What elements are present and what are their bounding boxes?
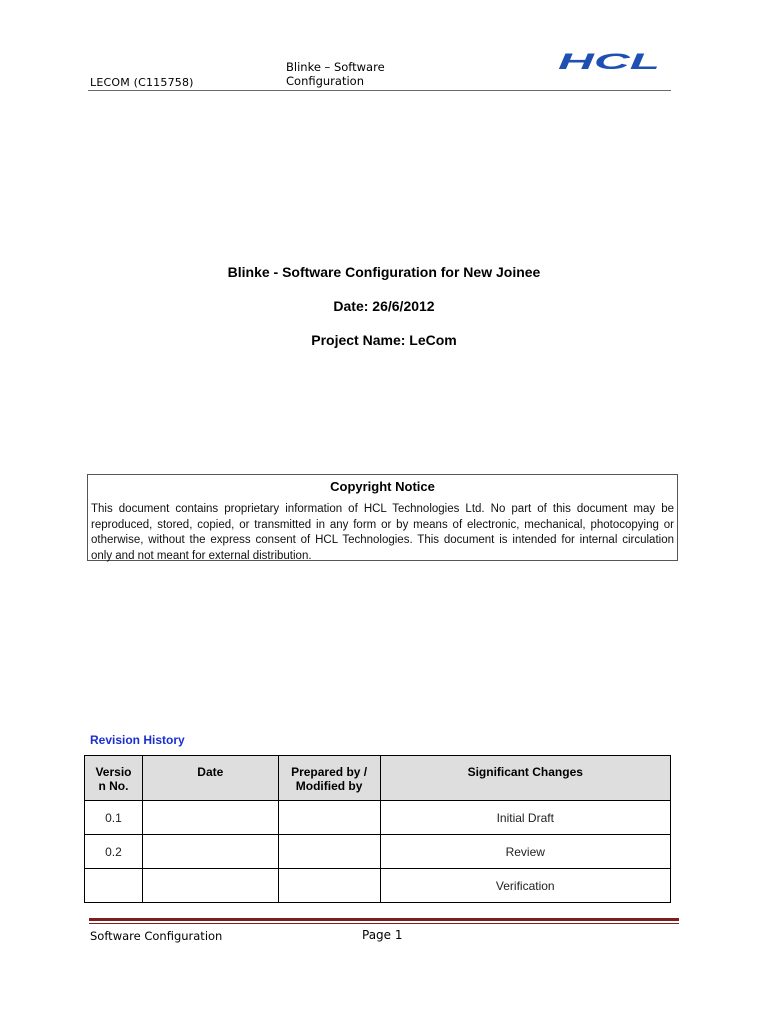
header-doc-code: LECOM (C115758) — [90, 76, 194, 89]
header-doc-title-line1: Blinke – Software — [286, 60, 385, 74]
cell-date — [142, 801, 278, 835]
table-row — [85, 869, 671, 903]
hcl-logo-text: HCL — [558, 50, 660, 72]
cell-date — [142, 869, 278, 903]
column-header-prepared-by: Prepared by / Modified by — [278, 756, 380, 801]
copyright-text: This document contains proprietary information of HCL Technologies Ltd. No part of this document may be reproduced, stored, copied, or transmitted in any form or by means of electronic, mechanical, photocopying or otherwise, without the express consent of HCL Technologies. This document is intended for internal circulation only and not meant for external distribution. — [91, 503, 674, 562]
header-doc-title — [286, 60, 385, 88]
footer-divider-thin — [89, 923, 679, 924]
cell-date — [142, 835, 278, 869]
cell-prepared-by — [278, 801, 380, 835]
cell-changes: Review — [380, 835, 670, 869]
cell-prepared-by — [278, 835, 380, 869]
header-doc-title-line2: Configuration — [286, 74, 364, 88]
hcl-logo — [556, 50, 662, 72]
column-header-changes: Significant Changes — [380, 756, 670, 801]
document-title: Blinke - Software Configuration for New Joinee — [227, 264, 541, 280]
table-row — [85, 801, 671, 835]
revision-history-table — [84, 755, 671, 903]
cell-changes: Verification — [380, 869, 670, 903]
cell-version: 0.2 — [85, 835, 143, 869]
column-header-date: Date — [142, 756, 278, 801]
header-divider — [88, 90, 671, 91]
cell-version — [85, 869, 143, 903]
footer-doc-name: Software Configuration — [90, 929, 223, 943]
table-row — [85, 835, 671, 869]
copyright-heading: Copyright Notice — [330, 479, 435, 494]
revision-history-title: Revision History — [90, 733, 185, 747]
footer-divider-thick — [89, 918, 679, 921]
copyright-notice-box — [87, 474, 678, 561]
project-name: Project Name: LeCom — [311, 332, 457, 348]
column-header-version: Versio n No. — [85, 756, 143, 801]
cell-version: 0.1 — [85, 801, 143, 835]
cell-prepared-by — [278, 869, 380, 903]
page-number: Page 1 — [362, 928, 403, 942]
cell-changes: Initial Draft — [380, 801, 670, 835]
table-header-row — [85, 756, 671, 801]
document-date: Date: 26/6/2012 — [333, 298, 435, 314]
